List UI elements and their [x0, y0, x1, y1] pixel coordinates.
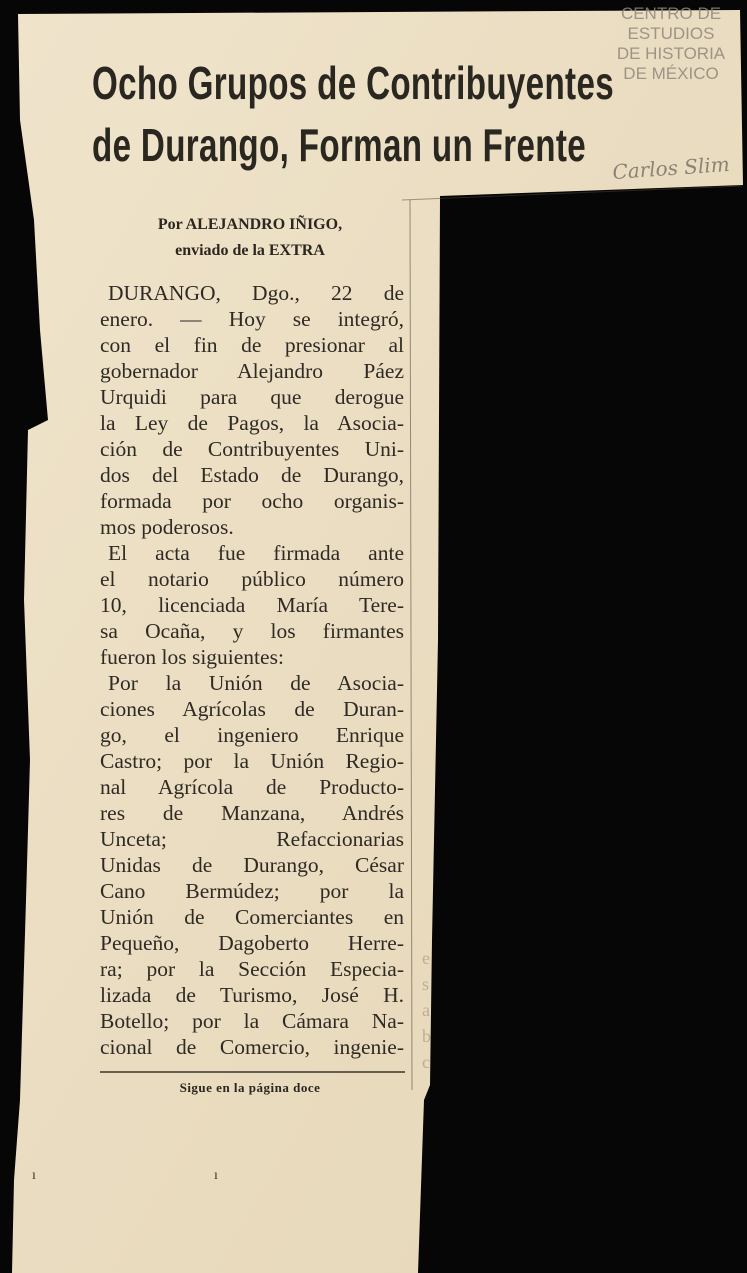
article-line: formada por ocho organis- — [100, 489, 404, 513]
article-line: El acta fue firmada ante — [108, 541, 404, 565]
continuation-note: Sigue en la página doce — [179, 1080, 321, 1095]
headline — [92, 52, 615, 176]
article-line: Castro; por la Unión Regio- — [100, 749, 404, 773]
edge-letter: c — [422, 1052, 430, 1072]
stamp-text-line: DE MÉXICO — [623, 64, 719, 83]
stamp-text-line: ESTUDIOS — [627, 24, 715, 43]
adjacent-column-fragment — [422, 945, 436, 1075]
article-line: DURANGO, Dgo., 22 de — [108, 281, 404, 305]
edge-letter: s — [422, 974, 430, 994]
article-line: Por la Unión de Asocia- — [108, 671, 404, 695]
article-line: Cano Bermúdez; por la — [100, 879, 404, 903]
article-line: Unceta; Refaccionarias — [100, 827, 404, 851]
byline — [100, 212, 400, 264]
stamp-text-line: DE HISTORIA — [616, 44, 726, 63]
edge-letter: a — [422, 1000, 430, 1020]
article-line: el notario público número — [100, 567, 404, 591]
headline-line-2: de Durango, Forman un Frente — [92, 119, 587, 171]
article-line: cional de Comercio, ingenie- — [100, 1035, 404, 1059]
print-mark: ı — [214, 1168, 218, 1183]
edge-letter: b — [422, 1026, 431, 1046]
article-line: go, el ingeniero Enrique — [100, 723, 404, 747]
article-line: Botello; por la Cámara Na- — [100, 1009, 404, 1033]
article-line: Pequeño, Dagoberto Herre- — [100, 931, 404, 955]
article-line: ciones Agrícolas de Duran- — [100, 697, 404, 721]
article-line: Unión de Comerciantes en — [100, 905, 404, 929]
article-line: mos poderosos. — [100, 515, 234, 539]
article-line: fueron los siguientes: — [100, 645, 284, 669]
headline-line-1: Ocho Grupos de Contribuyentes — [92, 57, 615, 109]
article-line: sa Ocaña, y los firmantes — [100, 619, 404, 643]
article-line: la Ley de Pagos, la Asocia- — [100, 411, 404, 435]
article-line: 10, licenciada María Tere- — [100, 593, 404, 617]
article-line: con el fin de presionar al — [100, 333, 404, 357]
byline-author: Por ALEJANDRO IÑIGO, — [157, 216, 343, 233]
article-line: enero. — Hoy se integró, — [100, 307, 404, 331]
article-line: nal Agrícola de Producto- — [100, 775, 404, 799]
stamp-signature: Carlos Slim — [611, 151, 731, 185]
article-line: lizada de Turismo, José H. — [100, 983, 404, 1007]
article-line: ción de Contribuyentes Uni- — [100, 437, 404, 461]
article-line: ra; por la Sección Especia- — [100, 957, 404, 981]
edge-letter: e — [422, 948, 430, 968]
article-line: dos del Estado de Durango, — [100, 463, 404, 487]
article-line: Unidas de Durango, César — [100, 853, 404, 877]
archive-stamp — [600, 4, 742, 190]
byline-affiliation: enviado de la EXTRA — [175, 242, 325, 259]
article-line: res de Manzana, Andrés — [100, 801, 404, 825]
article-line: gobernador Alejandro Páez — [100, 359, 404, 383]
article-body — [100, 280, 404, 1060]
stamp-text-line: CENTRO DE — [620, 4, 722, 23]
print-mark: ı — [32, 1168, 36, 1183]
article-line: Urquidi para que derogue — [100, 385, 404, 409]
